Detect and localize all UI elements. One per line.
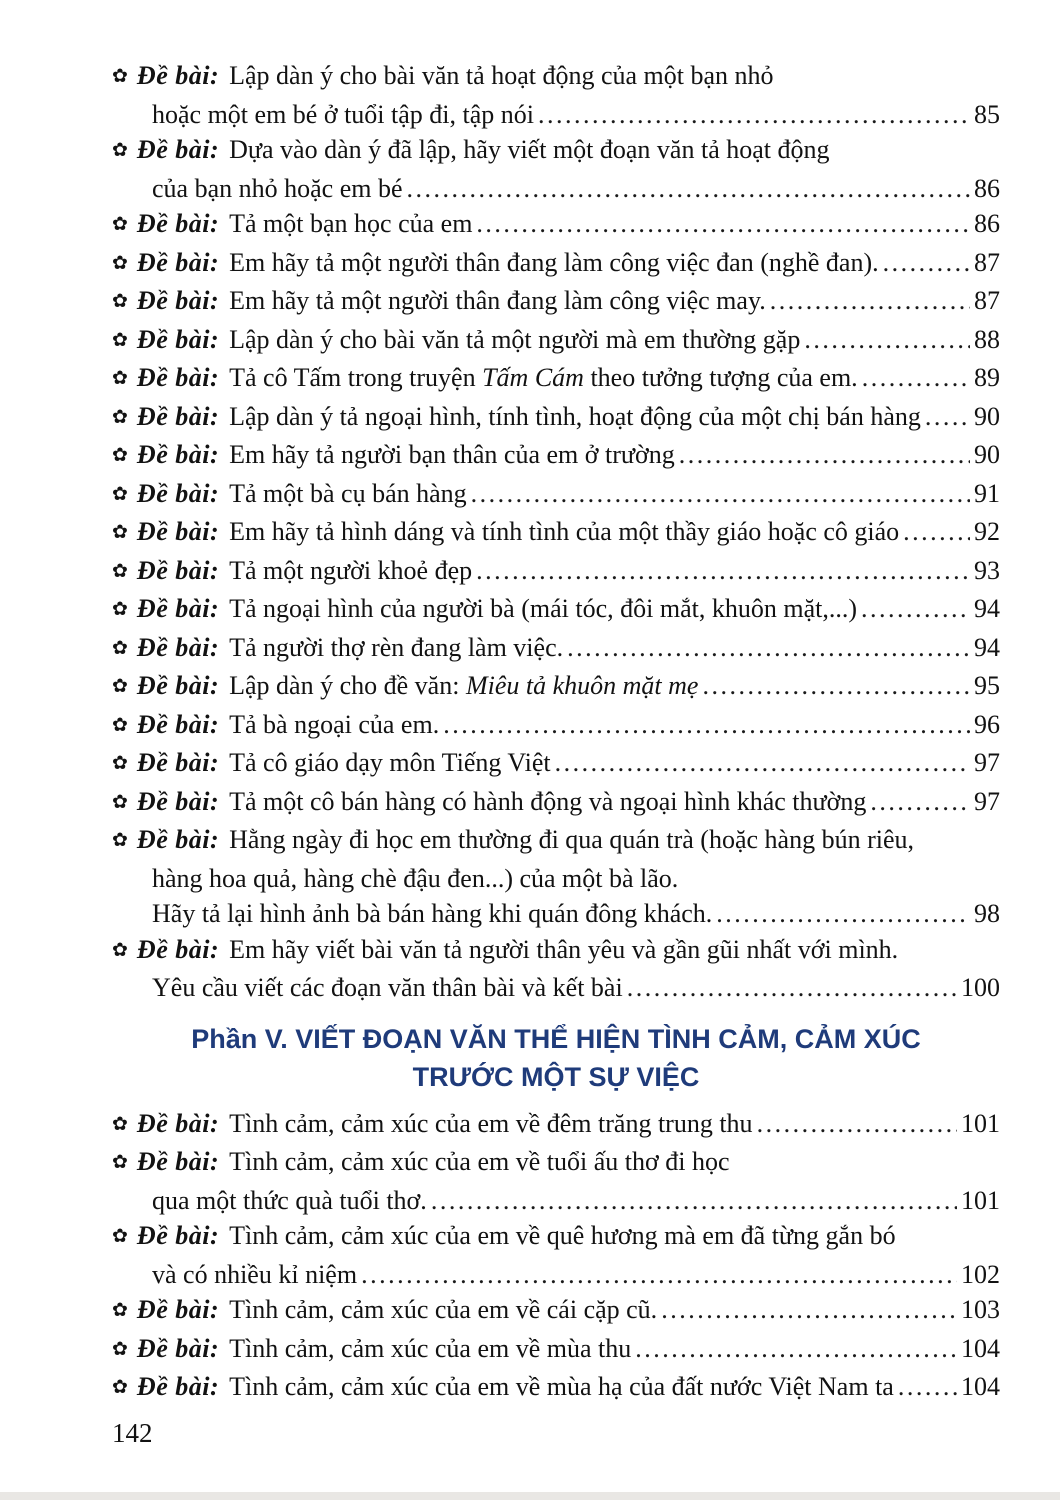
- flower-bullet-icon: ✿: [112, 406, 128, 428]
- dot-leader: [538, 97, 970, 133]
- entry-text: qua một thức quà tuổi thơ.: [152, 1185, 427, 1215]
- entry-page-number: 89: [974, 363, 1000, 392]
- entry-text: Lập dàn ý tả ngoại hình, tính tình, hoạt động của một chị bán hàng: [229, 401, 921, 431]
- toc-entry-line: [112, 322, 1000, 361]
- toc-entry-line: [112, 970, 1000, 1006]
- toc-entry-line: [112, 476, 1000, 515]
- dot-leader: [431, 1183, 957, 1219]
- toc-entry: [112, 707, 1000, 746]
- flower-bullet-icon: ✿: [112, 599, 128, 620]
- toc-entry: [112, 245, 1000, 284]
- entry-text: Hãy tả lại hình ảnh bà bán hàng khi quán đông khách.: [152, 899, 713, 928]
- toc-list-part-v: [112, 1106, 1000, 1408]
- entry-text: Tả một bà cụ bán hàng: [229, 478, 467, 508]
- entry-text: Tả bà ngoại của em.: [229, 709, 440, 739]
- entry-text: Tả cô giáo dạy môn Tiếng Việt: [229, 748, 551, 777]
- section-heading: [112, 1020, 1000, 1096]
- entry-text: Lập dàn ý cho bài văn tả một người mà em thường gặp: [229, 324, 801, 354]
- entry-text: Tình cảm, cảm xúc của em về tuổi ấu thơ đi học: [229, 1147, 730, 1176]
- entry-page-number: 91: [974, 478, 1000, 508]
- toc-entry-line: [112, 1218, 1000, 1257]
- entry-text: Lập dàn ý cho bài văn tả hoạt động của một bạn nhỏ: [229, 61, 774, 90]
- toc-entry: [112, 399, 1000, 438]
- toc-entry-line: [112, 245, 1000, 284]
- toc-entry: [112, 360, 1000, 399]
- dot-leader: [361, 1257, 957, 1293]
- toc-entry: [112, 1218, 1000, 1292]
- entry-text: Tình cảm, cảm xúc của em về đêm trăng trung thu: [229, 1108, 753, 1138]
- entry-page-number: 97: [974, 786, 1000, 816]
- flower-bullet-icon: ✿: [112, 252, 128, 274]
- toc-entry-line: [112, 58, 1000, 97]
- page-number: 142: [112, 1418, 153, 1448]
- entry-text: Hằng ngày đi học em thường đi qua quán trà (hoặc hàng bún riêu,: [229, 825, 914, 854]
- toc-entry-line: [112, 822, 1000, 861]
- dot-leader: [443, 707, 970, 743]
- entry-text: Em hãy viết bài văn tả người thân yêu và gần gũi nhất với mình.: [229, 934, 899, 964]
- entry-label: Đề bài:: [136, 786, 220, 816]
- toc-entry: [112, 514, 1000, 553]
- entry-text: Yêu cầu viết các đoạn văn thân bài và kết bài: [152, 973, 623, 1002]
- entry-label: Đề bài:: [136, 517, 220, 546]
- flower-bullet-icon: ✿: [112, 939, 128, 961]
- flower-bullet-icon: ✿: [112, 66, 128, 87]
- flower-bullet-icon: ✿: [112, 1377, 128, 1398]
- dot-leader: [903, 514, 970, 550]
- entry-page-number: 93: [974, 555, 1000, 585]
- flower-bullet-icon: ✿: [112, 830, 128, 851]
- toc-entry: [112, 132, 1000, 206]
- entry-page-number: 96: [974, 709, 1000, 739]
- toc-entry-line: [112, 707, 1000, 746]
- dot-leader: [862, 360, 970, 396]
- dot-leader: [476, 553, 970, 589]
- entry-text: Tình cảm, cảm xúc của em về mùa hạ của đất nước Việt Nam ta: [229, 1372, 894, 1401]
- flower-bullet-icon: ✿: [112, 637, 128, 659]
- entry-page-number: 92: [974, 517, 1000, 546]
- entry-label: Đề bài:: [136, 1333, 220, 1363]
- entry-label: Đề bài:: [136, 286, 220, 315]
- entry-label: Đề bài:: [136, 363, 220, 392]
- entry-text: Tả một người khoẻ đẹp: [229, 555, 473, 585]
- scan-edge-artifact: [0, 1492, 1060, 1500]
- dot-leader: [898, 1369, 957, 1405]
- entry-page-number: 85: [974, 99, 1000, 129]
- entry-page-number: 94: [974, 632, 1000, 662]
- flower-bullet-icon: ✿: [112, 368, 128, 389]
- flower-bullet-icon: ✿: [112, 445, 128, 466]
- entry-page-number: 104: [961, 1372, 1000, 1401]
- flower-bullet-icon: ✿: [112, 1338, 128, 1360]
- entry-text: Tả ngoại hình của người bà (mái tóc, đôi mắt, khuôn mặt,...): [229, 594, 857, 623]
- entry-label: Đề bài:: [136, 1295, 220, 1324]
- entry-text: Tình cảm, cảm xúc của em về quê hương mà em đã từng gắn bó: [229, 1221, 896, 1250]
- toc-entry-line: [112, 1369, 1000, 1408]
- dot-leader: [757, 1106, 957, 1142]
- flower-bullet-icon: ✿: [112, 1152, 128, 1173]
- toc-entry-line: [112, 1257, 1000, 1293]
- toc-entry-line: [112, 1292, 1000, 1331]
- dot-leader: [925, 399, 970, 435]
- toc-entry: [112, 283, 1000, 322]
- entry-label: Đề bài:: [136, 1372, 220, 1401]
- entry-page-number: 100: [961, 973, 1000, 1002]
- flower-bullet-icon: ✿: [112, 214, 128, 235]
- dot-leader: [679, 437, 970, 473]
- entry-label: Đề bài:: [136, 709, 220, 739]
- toc-entry: [112, 1106, 1000, 1145]
- flower-bullet-icon: ✿: [112, 560, 128, 582]
- entry-page-number: 86: [974, 173, 1000, 203]
- flower-bullet-icon: ✿: [112, 140, 128, 161]
- entry-text: hoặc một em bé ở tuổi tập đi, tập nói: [152, 99, 535, 129]
- toc-entry-line: [112, 171, 1000, 207]
- entry-page-number: 104: [961, 1333, 1000, 1363]
- toc-entry: [112, 553, 1000, 592]
- entry-text: Tả người thợ rèn đang làm việc.: [229, 632, 564, 662]
- entry-label: Đề bài:: [136, 934, 220, 964]
- entry-page-number: 101: [961, 1108, 1000, 1138]
- dot-leader: [770, 283, 970, 319]
- entry-text: Em hãy tả người bạn thân của em ở trường: [229, 440, 675, 469]
- toc-entry: [112, 668, 1000, 707]
- toc-entry-line: [112, 283, 1000, 322]
- entry-page-number: 88: [974, 324, 1000, 354]
- toc-entry: [112, 1292, 1000, 1331]
- toc-entry-line: [112, 97, 1000, 133]
- entry-page-number: 102: [961, 1259, 1000, 1289]
- toc-entry: [112, 591, 1000, 630]
- entry-label: Đề bài:: [136, 61, 220, 90]
- entry-label: Đề bài:: [136, 324, 220, 354]
- dot-leader: [627, 970, 957, 1006]
- entry-page-number: 87: [974, 247, 1000, 277]
- toc-entry: [112, 1369, 1000, 1408]
- dot-leader: [567, 630, 970, 666]
- entry-label: Đề bài:: [136, 401, 220, 431]
- entry-label: Đề bài:: [136, 1108, 220, 1138]
- toc-entry: [112, 322, 1000, 361]
- entry-text: Lập dàn ý cho đề văn: Miêu tả khuôn mặt mẹ: [229, 671, 699, 700]
- entry-page-number: 90: [974, 440, 1000, 469]
- flower-bullet-icon: ✿: [112, 483, 128, 505]
- entry-page-number: 87: [974, 286, 1000, 315]
- dot-leader: [661, 1292, 957, 1328]
- dot-leader: [861, 591, 970, 627]
- dot-leader: [555, 745, 970, 781]
- toc-entry-line: [112, 591, 1000, 630]
- entry-page-number: 90: [974, 401, 1000, 431]
- dot-leader: [870, 784, 970, 820]
- entry-page-number: 103: [961, 1295, 1000, 1324]
- entry-label: Đề bài:: [136, 555, 220, 585]
- toc-entry: [112, 745, 1000, 784]
- entry-page-number: 86: [974, 209, 1000, 238]
- toc-entry: [112, 58, 1000, 132]
- flower-bullet-icon: ✿: [112, 1113, 128, 1135]
- entry-text: Tả một cô bán hàng có hành động và ngoại hình khác thường: [229, 786, 867, 816]
- flower-bullet-icon: ✿: [112, 1300, 128, 1321]
- entry-text: Em hãy tả một người thân đang làm công việc đan (nghề đan).: [229, 247, 879, 277]
- entry-label: Đề bài:: [136, 748, 220, 777]
- toc-list-part-iv: [112, 58, 1000, 1006]
- toc-entry-line: [112, 668, 1000, 707]
- flower-bullet-icon: ✿: [112, 753, 128, 774]
- toc-entry-line: [112, 132, 1000, 171]
- toc-entry-line: [112, 1106, 1000, 1145]
- entry-label: Đề bài:: [136, 825, 220, 854]
- toc-entry-line: [112, 932, 1000, 971]
- entry-page-number: 97: [974, 748, 1000, 777]
- entry-page-number: 95: [974, 671, 1000, 700]
- entry-label: Đề bài:: [136, 135, 220, 164]
- entry-label: Đề bài:: [136, 247, 220, 277]
- entry-label: Đề bài:: [136, 671, 220, 700]
- entry-label: Đề bài:: [136, 209, 220, 238]
- toc-entry-line: [112, 206, 1000, 245]
- dot-leader: [635, 1331, 957, 1367]
- toc-entry: [112, 630, 1000, 669]
- entry-text: Tình cảm, cảm xúc của em về mùa thu: [229, 1333, 632, 1363]
- entry-page-number: 94: [974, 594, 1000, 623]
- toc-entry-line: [112, 861, 1000, 897]
- flower-bullet-icon: ✿: [112, 791, 128, 813]
- dot-leader: [476, 206, 970, 242]
- entry-text: Tả cô Tấm trong truyện Tấm Cám theo tưởng tượng của em.: [229, 363, 858, 392]
- toc-entry: [112, 784, 1000, 823]
- toc-entry: [112, 437, 1000, 476]
- toc-entry-line: [112, 399, 1000, 438]
- toc-entry-line: [112, 1331, 1000, 1370]
- toc-entry-line: [112, 784, 1000, 823]
- entry-text: Dựa vào dàn ý đã lập, hãy viết một đoạn văn tả hoạt động: [229, 135, 830, 164]
- section-heading-line2: TRƯỚC MỘT SỰ VIỆC: [412, 1061, 700, 1092]
- flower-bullet-icon: ✿: [112, 522, 128, 543]
- entry-text: Tả một bạn học của em: [229, 209, 473, 238]
- entry-text: của bạn nhỏ hoặc em bé: [152, 173, 403, 203]
- toc-entry: [112, 1331, 1000, 1370]
- entry-label: Đề bài:: [136, 1147, 220, 1176]
- toc-entry: [112, 476, 1000, 515]
- toc-entry-line: [112, 514, 1000, 553]
- dot-leader: [702, 668, 970, 704]
- entry-text: Em hãy tả hình dáng và tính tình của một thầy giáo hoặc cô giáo: [229, 517, 900, 546]
- dot-leader: [471, 476, 970, 512]
- flower-bullet-icon: ✿: [112, 676, 128, 697]
- dot-leader: [883, 245, 970, 281]
- flower-bullet-icon: ✿: [112, 291, 128, 312]
- flower-bullet-icon: ✿: [112, 714, 128, 736]
- entry-label: Đề bài:: [136, 440, 220, 469]
- entry-text: và có nhiều kỉ niệm: [152, 1259, 358, 1289]
- toc-entry-line: [112, 553, 1000, 592]
- dot-leader: [716, 896, 970, 932]
- entry-label: Đề bài:: [136, 478, 220, 508]
- dot-leader: [804, 322, 970, 358]
- toc-entry-line: [112, 437, 1000, 476]
- toc-page: [112, 58, 1000, 1408]
- dot-leader: [407, 171, 970, 207]
- section-heading-line1: Phần V. VIẾT ĐOẠN VĂN THỂ HIỆN TÌNH CẢM, CẢM XÚC: [191, 1023, 921, 1054]
- flower-bullet-icon: ✿: [112, 329, 128, 351]
- toc-entry-line: [112, 1144, 1000, 1183]
- toc-entry-line: [112, 630, 1000, 669]
- toc-entry-line: [112, 745, 1000, 784]
- toc-entry: [112, 932, 1000, 1006]
- entry-text: Em hãy tả một người thân đang làm công việc may.: [229, 286, 766, 315]
- entry-text: hàng hoa quả, hàng chè đậu đen...) của một bà lão.: [152, 863, 679, 893]
- toc-entry-line: [112, 360, 1000, 399]
- toc-entry-line: [112, 1183, 1000, 1219]
- entry-label: Đề bài:: [136, 1221, 220, 1250]
- entry-text: Tình cảm, cảm xúc của em về cái cặp cũ.: [229, 1295, 658, 1324]
- entry-label: Đề bài:: [136, 594, 220, 623]
- toc-entry: [112, 1144, 1000, 1218]
- entry-page-number: 101: [961, 1185, 1000, 1215]
- toc-entry: [112, 206, 1000, 245]
- flower-bullet-icon: ✿: [112, 1226, 128, 1247]
- entry-label: Đề bài:: [136, 632, 220, 662]
- entry-page-number: 98: [974, 899, 1000, 928]
- toc-entry: [112, 822, 1000, 932]
- toc-entry-line: [112, 896, 1000, 932]
